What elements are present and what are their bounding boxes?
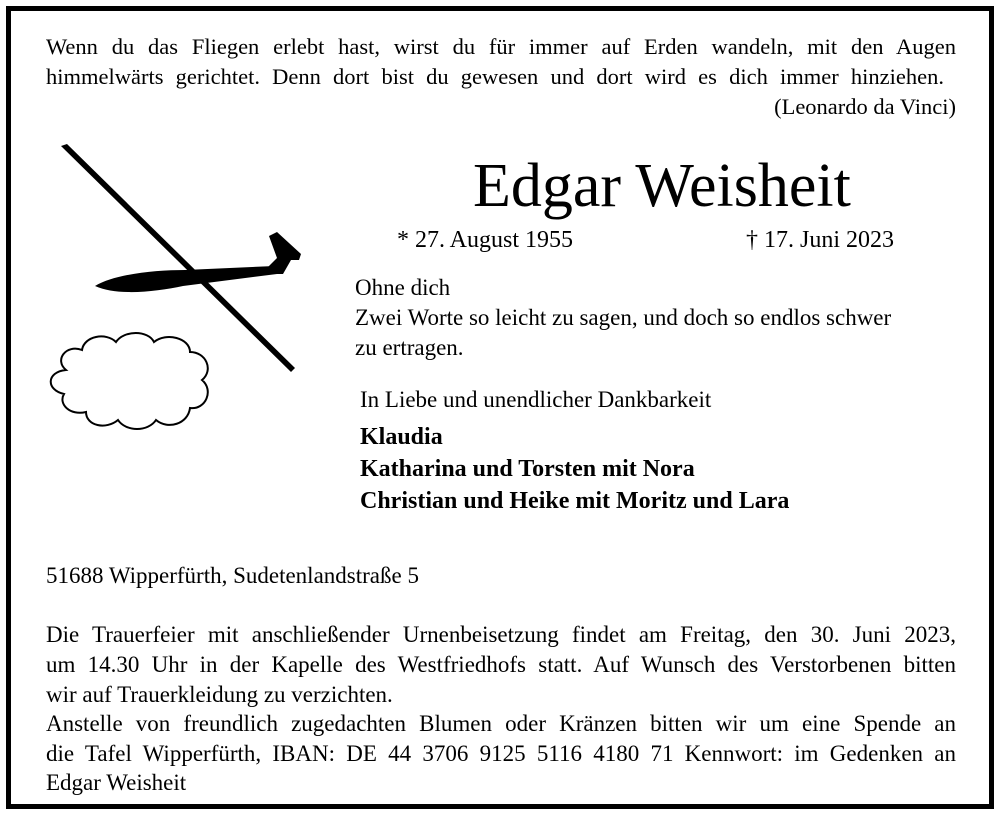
mourners-intro: In Liebe und unendlicher Dankbarkeit [360,387,712,412]
cloud-icon [44,330,216,434]
notice-line-4: Anstelle von freundlich zugedachten Blumen oder Kränzen bitten wir um eine Spende an [46,711,956,736]
quote-author: (Leonardo da Vinci) [774,94,956,119]
address: 51688 Wipperfürth, Sudetenlandstraße 5 [46,563,419,588]
quote-line-2: himmelwärts gerichtet. Denn dort bist du gewesen und dort wird es dich immer hinziehen. [46,64,944,89]
notice-line-1: Die Trauerfeier mit anschließender Urnenbeisetzung findet am Freitag, den 30. Juni 2023, [46,622,956,647]
poem-line-2: Zwei Worte so leicht zu sagen, und doch so endlos schwer [355,305,892,330]
notice-line-6: Edgar Weisheit [46,770,187,795]
mourner-name: Katharina und Torsten mit Nora [360,456,695,482]
deceased-name: Edgar Weisheit [473,152,851,220]
quote-line-1: Wenn du das Fliegen erlebt hast, wirst du für immer auf Erden wandeln, mit den Augen [46,34,956,59]
birth-date: * 27. August 1955 [397,227,574,253]
poem-line-3: zu ertragen. [355,335,464,360]
poem-line-1: Ohne dich [355,275,451,300]
notice-line-5: die Tafel Wipperfürth, IBAN: DE 44 3706 9125 5116 4180 71 Kennwort: im Gedenken an [46,741,956,766]
notice-line-2: um 14.30 Uhr in der Kapelle des Westfriedhofs statt. Auf Wunsch des Verstorbenen bitten [46,652,956,677]
death-date: † 17. Juni 2023 [746,227,895,253]
mourner-name: Christian und Heike mit Moritz und Lara [360,488,790,514]
mourner-name: Klaudia [360,424,443,450]
notice-line-3: wir auf Trauerkleidung zu verzichten. [46,682,393,707]
